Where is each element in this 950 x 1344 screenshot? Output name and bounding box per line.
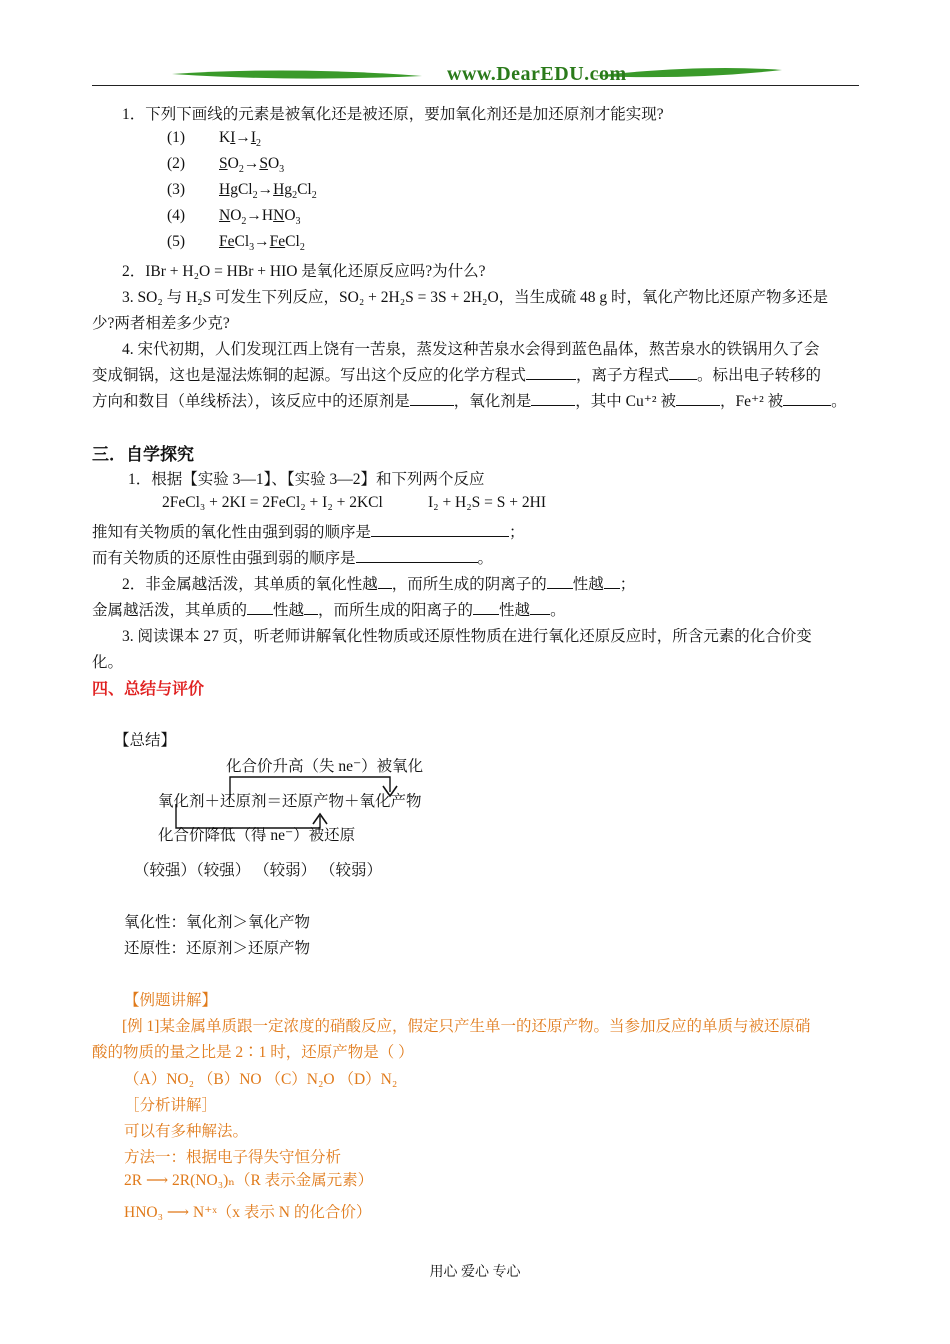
q1-item-4: (4) $NO_2\to HNO_3$ <box>167 207 301 228</box>
s3-oxidizing-order: 推知有关物质的氧化性由强到弱的顺序是 ； <box>92 524 525 541</box>
summary-strength: （较强）（较强） （较弱） （较弱） <box>134 862 383 879</box>
question-4c: 方向和数目（单线桥法），该反应中的还原剂是 ，氧化剂是 ，其中 Cu⁺² 被 ，Fe⁺² 被 。 <box>92 393 847 410</box>
analysis-line-4: HNO₃ ⟶ N⁺ˣ（x 表示 N 的化合价） <box>124 1204 372 1221</box>
example-question-b: 酸的物质的量之比是 2∶1 时，还原产物是（ ） <box>92 1044 414 1061</box>
header-rule <box>92 85 859 86</box>
question-3b: 少?两者相差多少克? <box>92 315 230 332</box>
summary-oxidizing: 氧化性：氧化剂＞氧化产物 <box>124 914 311 931</box>
page-footer: 用心 爱心 专心 <box>429 1265 521 1280</box>
page-header <box>92 60 859 90</box>
q1-item-5: (5) FeCl$_3$→FeCl$_2$ <box>167 233 305 254</box>
question-4b: 变成铜锅，这也是湿法炼铜的起源。写出这个反应的化学方程式 ，离子方程式 。标出电子转移的 <box>92 367 822 384</box>
analysis-line-2: 方法一：根据电子得失守恒分析 <box>124 1149 342 1166</box>
s3-item-2a: 2．非金属越活泼，其单质的氧化性越 ，而所生成的阴离子的 性越 ； <box>122 576 636 593</box>
summary-reducing: 还原性：还原剂＞还原产物 <box>124 940 311 957</box>
summary-bottom-label: 化合价降低（得 ne⁻）被还原 <box>158 827 356 844</box>
question-3a: 3. SO₂ 与 H₂S 可发生下列反应，SO₂ + 2H₂S = 3S + 2H₂O，当生成硫 48 g 时，氧化产物比还原产物多还是 <box>122 289 829 306</box>
section-4-title: 四、总结与评价 <box>92 681 205 698</box>
s3-item-3b: 化。 <box>92 654 124 671</box>
summary-label: 【总结】 <box>114 732 177 749</box>
example-question-a: [例 1]某金属单质跟一定浓度的硝酸反应，假定只产生单一的还原产物。当参加反应的单质与被还原硝 <box>122 1018 811 1035</box>
q1-item-1: (1) $KI\to I_2$ <box>167 129 262 150</box>
example-options: （A）NO₂ （B）NO （C）N₂O （D）N₂ <box>124 1071 398 1088</box>
summary-equation: 氧化剂＋还原剂＝还原产物＋氧化产物 <box>158 793 422 810</box>
analysis-line-1: 可以有多种解法。 <box>124 1123 249 1140</box>
analysis-title: ［分析讲解］ <box>124 1097 218 1114</box>
site-logo: www.DearEDU.com <box>447 63 627 85</box>
question-2: 2．IBr + H₂O = HBr + HIO 是氧化还原反应吗?为什么? <box>122 263 486 280</box>
question-4a: 4. 宋代初期，人们发现江西上饶有一苦泉，蒸发这种苦泉水会得到蓝色晶体，熬苦泉水的铁锅用久了会 <box>122 341 820 358</box>
summary-top-label: 化合价升高（失 ne⁻）被氧化 <box>226 758 424 775</box>
s3-item-2b: 金属越活泼，其单质的 性越 ，而所生成的阳离子的 性越 。 <box>92 602 566 619</box>
s3-reaction-2: I₂ + H₂S = S + 2HI <box>428 494 546 511</box>
question-1: 1．下列下画线的元素是被氧化还是被还原，要加氧化剂还是加还原剂才能实现? <box>122 106 664 123</box>
section-3-title: 三．自学探究 <box>92 445 194 464</box>
s3-reducing-order: 而有关物质的还原性由强到弱的顺序是 。 <box>92 550 494 567</box>
analysis-line-3: 2R ⟶ 2R(NO₃)ₙ（R 表示金属元素） <box>124 1172 374 1189</box>
s3-reaction-1: 2FeCl₃ + 2KI = 2FeCl₂ + I₂ + 2KCl <box>162 494 383 511</box>
s3-item-3a: 3. 阅读课本 27 页，听老师讲解氧化性物质或还原性物质在进行氧化还原反应时，所含元素的化合价变 <box>122 628 812 645</box>
s3-item-1: 1．根据【实验 3—1】、【实验 3—2】和下列两个反应 <box>128 471 485 488</box>
q1-item-2: (2) $SO_2\to SO_3$ <box>167 155 285 176</box>
q1-item-3: (3) $HgCl_2\to Hg_2Cl_2$ <box>167 181 317 202</box>
example-title: 【例题讲解】 <box>124 992 218 1009</box>
